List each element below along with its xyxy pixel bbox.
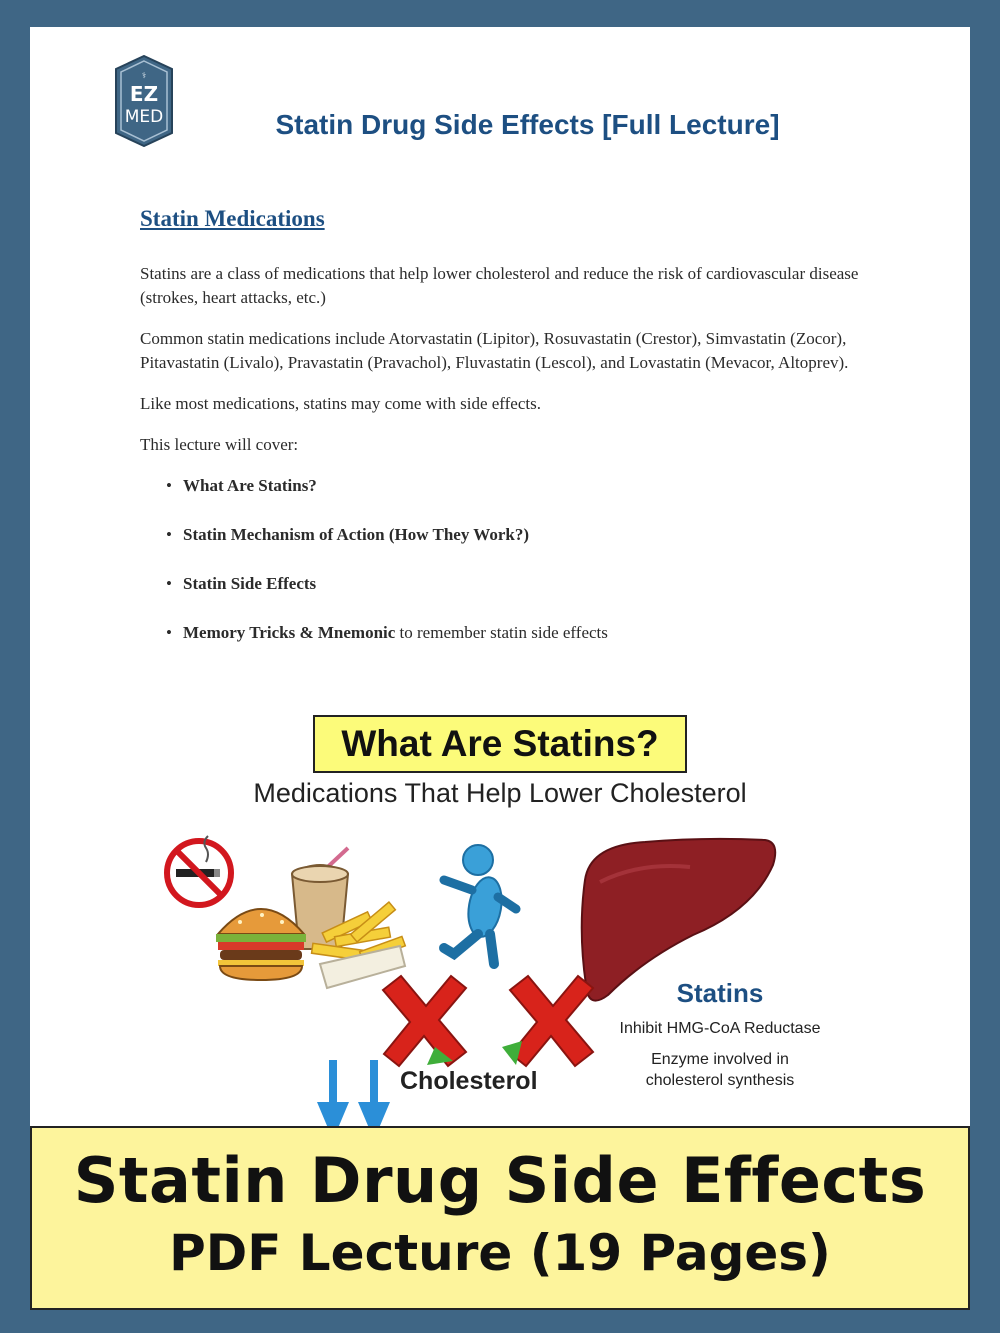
paragraph: Like most medications, statins may come with side effects. [140, 394, 541, 413]
section-heading: Statin Medications [140, 206, 325, 231]
statin-illustration [30, 712, 970, 1157]
burger-icon [216, 909, 306, 980]
footer-banner [30, 1126, 970, 1310]
no-smoking-icon [167, 836, 231, 905]
svg-text:MED: MED [124, 107, 164, 127]
list-item: • What Are Statins? [183, 474, 860, 498]
document-title: Statin Drug Side Effects [Full Lecture] [275, 109, 780, 140]
illustration-subheading: Medications That Help Lower Cholesterol [253, 778, 747, 808]
paragraph: This lecture will cover: [140, 435, 299, 454]
paragraph: Common statin medications include Atorvastatin (Lipitor), Rosuvastatin (Crestor), Simvastatin (Zocor), Pitavastatin (Livalo), Pravastatin (Pravachol), Fluvastatin (Lescol), and Lovastatin (Mevacor, Altoprev). [140, 329, 849, 372]
illustration-heading: What Are Statins? [313, 715, 687, 773]
enzyme-label: Enzyme involved in cholesterol synthesis [645, 1051, 795, 1089]
list-item: • Statin Side Effects [183, 572, 860, 596]
document-content [140, 204, 860, 670]
liver-icon [582, 839, 775, 1001]
cholesterol-label: Cholesterol [400, 1067, 538, 1095]
svg-text:EZ: EZ [129, 82, 159, 106]
footer-title: Statin Drug Side Effects [73, 1144, 927, 1217]
statins-label: Statins [676, 978, 764, 1008]
paragraph: Statins are a class of medications that help lower cholesterol and reduce the risk of cardiovascular disease (strokes, heart attacks, etc.) [140, 264, 859, 307]
document-page [30, 27, 970, 1157]
red-x-icon [502, 976, 593, 1066]
list-item: • Statin Mechanism of Action (How They Work?) [183, 523, 860, 547]
inhibit-label: Inhibit HMG-CoA Reductase [619, 1020, 821, 1037]
svg-text:⚕: ⚕ [141, 71, 147, 80]
topic-list [140, 474, 860, 645]
list-item: • Memory Tricks & Mnemonic to remember statin side effects [183, 621, 860, 645]
footer-subtitle: PDF Lecture (19 Pages) [169, 1224, 831, 1282]
red-x-icon [383, 976, 466, 1066]
running-person-icon [444, 845, 516, 964]
